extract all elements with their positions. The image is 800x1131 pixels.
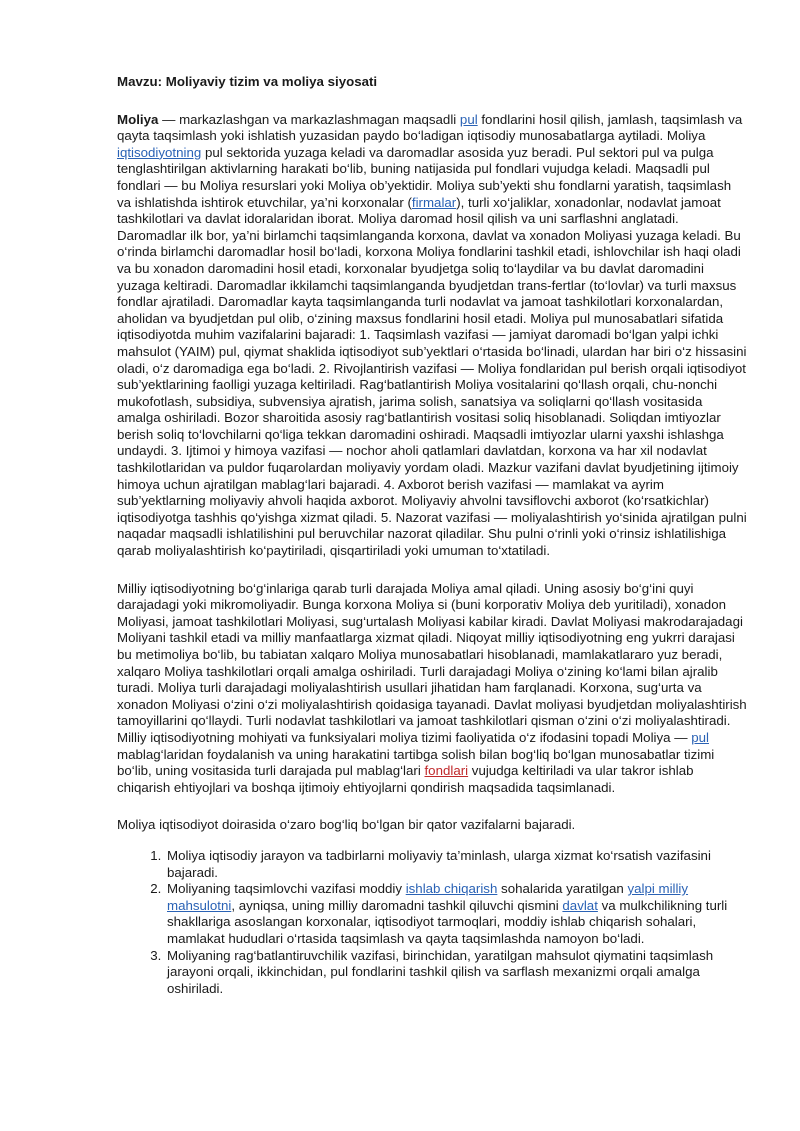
paragraph-3: Moliya iqtisodiyot doirasida o‘zaro bog‘liq bo‘lgan bir qator vazifalarni bajaradi. [117,817,576,833]
document-title: Mavzu: Moliyaviy tizim va moliya siyosati [117,74,378,89]
list-item [165,948,747,998]
paragraph-text: mablag‘laridan foydalanish va uning harakatini tartibga solish bilan bog‘liq bo‘lgan munosabatlar tizimi bo‘lib, uning vositasida turli darajada pul mablag‘lari [117,746,715,779]
functions-list [117,848,747,997]
paragraph-text: ), turli xo‘jaliklar, xonadonlar, nodavlat jamoat tashkilotlari va davlat idoralaridan iborat. Moliya daromad hosil qilish va uni sarflashni anglatadi. Daromadlar ilk bor, ya’ni birlamchi taqsimlanganda korxona, davlat va xonadon Moliyasi yuzaga keladi. Bu o‘rinda birlamchi daromadlar hosil bo‘ladi, korxona Moliya fondlarini tashkil etadi, ishlovchilar ish haqi oladi va bu xonadon daromadini hosil etadi, korxonalar byudjetga soliq to‘laydilar va bu davlat daromadini yuzaga keltiradi. Daromadlar ikkilamchi taqsimlanganda byudjetdan trans-fertlar (to‘lovlar) va turli maxsus fondlar ajratiladi. Daromadlar kayta taqsimlanganda turli nodavlat va jamoat tashkilotlari korxonalardan, aholidan va byudjetdan pul olib, o‘zining maxsus fondlarini hosil etadi. Moliya pul munosabatlari sifatida iqtisodiyotda muhim vazifalarini bajaradi: 1. Taqsimlash vazifasi — jamiyat daromadi bo‘lgan yalpi ichki mahsulot (YAIM) pul, qiymat shaklida iqtisodiyot sub’yektlari o‘rtasida bo‘linadi, ulardan har biri o‘z hissasini oladi, o‘z daromadiga ega bo‘ladi. 2. Rivojlantirish vazifasi — Moliya fondlaridan pul berish orqali iqtisodiyot sub’yektlarining faolligi yuzaga keltiriladi. Rag‘batlantirish Moliya vositalarini qo‘llash orqali, chu-nonchi mukofotlash, subsidiya, subvensiya ajratish, jarima solish, sanatsiya va soliqlarni qo‘llash vositasida amalga oshiriladi. Bozor sharoitida asosiy rag‘batlantirish vositasi soliq hisoblanadi. Soliqdan imtiyozlar berish soliq to‘lovchilarni qo‘liga tekkan daromadini oshiradi. Maqsadli imtiyozlar ularni yaxshi ishlashga undaydi. 3. Ijtimoi y himoya vazifasi — nochor aholi qatlamlari davlatdan, korxona va har xil nodavlat tashkilotlaridan va puldor fuqarolardan moliyaviy yordam oladi. Mazkur vazifani davlat byudjetining ijtimoiy himoya uchun ajratilgan mablag‘lari bajaradi. 4. Axborot berish vazifasi — mamlakat va ayrim sub’yektlarning moliyaviy ahvoli haqida axborot. Moliyaviy ahvolni tavsiflovchi axborot (ko‘rsatkichlar) iqtisodiyotga tashhis qo‘yishga xizmat qiladi. 5. Nazorat vazifasi — moliyalashtirish yo‘sinida ajratilgan pulni naqadar maqsadli ishlatilishini pul beruvchilar nazorat qiladilar. Shu pulni o‘rinli yoki o‘rinsiz ishlatilishiga qarab moliyalashtirish ko‘paytiriladi, qisqartiriladi yoki umuman to‘xtatiladi. [117,194,747,559]
link-pul-2[interactable]: pul [691,729,709,745]
list-item [165,848,747,881]
link-yalpi-milliy-mahsulotni[interactable]: yalpi milliy mahsulotni [167,881,689,913]
paragraph-text: vujudga keltiriladi va ular takror ishlab chiqarish ehtiyojlari va boshqa ijtimoiy ehtiyojlarni qondirish maqsadida taqsimlanadi. [117,763,694,795]
link-ishlab-chiqarish[interactable]: ishlab chiqarish [405,881,498,897]
paragraph-2 [117,581,747,797]
list-item-text: va mulkchilikning turli shakllariga asoslangan korxonalar, iqtisodiyot tarmoqlari, moddiy ishlab chiqarish sohalari, mamlakat hududlari o‘rtasida taqsimlash va qayta taqsimlashda namoyon bo‘ladi. [167,897,728,946]
lead-term: Moliya [117,111,159,127]
list-item-text: Moliyaning rag‘batlantiruvchilik vazifasi, birinchidan, yaratilgan mahsulot qiymatini taqsimlash jarayoni orqali, ikkinchidan, pul fondlarini tashkil qilish va sarflash mexanizmi orqali amalga oshiriladi. [167,947,714,996]
link-pul[interactable]: pul [459,111,478,127]
link-iqtisodiyotning[interactable]: iqtisodiyotning [117,144,202,160]
list-item-text: sohalarida yaratilgan [497,881,628,897]
paragraph-text: pul sektorida yuzaga keladi va daromadlar asosida yuz beradi. Pul sektori pul va pulga tenglashtirilgan aktivlarning harakati bo‘lib, buning natijasida pul fondlari vujudga keladi. Maqsadli pul fondlari — bu Moliya resurslari yoki Moliya ob’yektidir. Moliya sub’yekti shu fondlarni yaratish, taqsimlash va ishlatishda ishtirok etuvchilar, ya’ni korxonalar ( [117,144,732,210]
list-item [165,881,747,947]
link-davlat[interactable]: davlat [562,897,598,913]
link-firmalar[interactable]: firmalar [411,194,457,210]
list-item-text: , ayniqsa, uning milliy daromadni tashkil qiluvchi qismini [231,897,563,913]
paragraph-text: fondlarini hosil qilish, jamlash, taqsimlash va qayta taqsimlash yoki ishlatish yuzasidan paydo bo‘ladigan iqtisodiy munosabatlarga aytiladi. Moliya [117,111,743,144]
paragraph-1 [117,112,747,560]
paragraph-text: Milliy iqtisodiyotning bo‘g‘inlariga qarab turli darajada Moliya amal qiladi. Uning asosiy bo‘g‘ini quyi darajadagi yoki mikromoliyadir. Bunga korxona Moliya si (buni korporativ Moliya deb yuritiladi), xonadon Moliyasi, jamoat tashkilotlari Moliyasi, sug‘urtalash Moliyasi kabilar kiradi. Davlat Moliyasi makrodarajadagi Moliyani tashkil etadi va milliy manfaatlarga xizmat qiladi. Niqoyat milliy iqtisodiyotning eng yukrri darajasi bu metimoliya bo‘lib, bu tabiatan xalqaro Moliya munosabatlari hisoblanadi, mamlakatlararo yuz beradi, xalqaro Moliya tashkilotlari orqali amalga oshiriladi. Turli darajadagi Moliya o‘zining ko‘lami bilan ajralib turadi. Moliya turli darajadagi moliyalashtirish usullari jihatidan ham farqlanadi. Korxona, sug‘urta va xonadon Moliyasi o‘zini o‘zi moliyalashtirish qoidasiga tayanadi. Davlat moliyasi byudjetdan moliyalashtirish tamoyillarini qo‘llaydi. Turli nodavlat tashkilotlari va jamoat tashkilotlari qisman o‘zini o‘zi moliyalashtiradi. Milliy iqtisodiyotning mohiyati va funksiyalari moliya tizimi faoliyatida o‘z ifodasini topadi Moliya — [117,580,747,745]
paragraph-text: — markazlashgan va markazlashmagan maqsadli [158,111,460,127]
list-item-text: Moliya iqtisodiy jarayon va tadbirlarni moliyaviy ta’minlash, ularga xizmat ko‘rsatish vazifasini bajaradi. [167,847,711,880]
document-page [117,74,747,997]
link-fondlari[interactable]: fondlari [424,763,469,779]
list-item-text: Moliyaning taqsimlovchi vazifasi moddiy [167,881,406,897]
